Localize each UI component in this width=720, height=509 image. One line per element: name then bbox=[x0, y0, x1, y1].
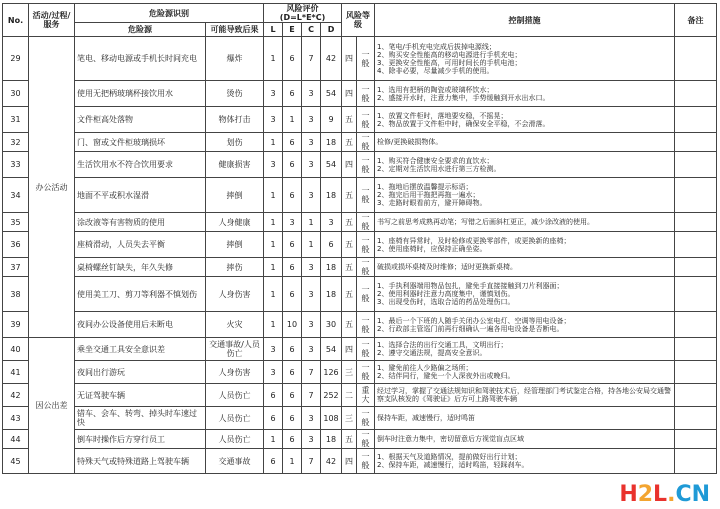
consequence-cell: 划伤 bbox=[206, 133, 264, 152]
table-row bbox=[3, 277, 717, 312]
hazard-cell: 地面不平或积水湿滑 bbox=[75, 178, 206, 213]
hazard-cell: 错车、会车、转弯、掉头时车速过快 bbox=[75, 407, 206, 430]
c-cell: 3 bbox=[302, 152, 321, 178]
d-cell: 54 bbox=[321, 152, 342, 178]
remark-cell bbox=[675, 361, 717, 384]
l-cell: 3 bbox=[264, 107, 283, 133]
row-number: 30 bbox=[3, 81, 29, 107]
c-cell: 3 bbox=[302, 258, 321, 277]
l-cell: 1 bbox=[264, 232, 283, 258]
level-cell: 一般 bbox=[357, 407, 375, 430]
consequence-cell: 人员伤亡 bbox=[206, 430, 264, 449]
hazard-cell: 门、窗或文件柜玻璃损坏 bbox=[75, 133, 206, 152]
level-cell: 一般 bbox=[357, 430, 375, 449]
level-cell: 一般 bbox=[357, 152, 375, 178]
e-cell: 1 bbox=[283, 449, 302, 474]
e-cell: 6 bbox=[283, 178, 302, 213]
hazard-cell: 座椅滑动，人员失去平衡 bbox=[75, 232, 206, 258]
e-cell: 1 bbox=[283, 107, 302, 133]
l-cell: 6 bbox=[264, 384, 283, 407]
level-cell: 一般 bbox=[357, 178, 375, 213]
header-control: 控制措施 bbox=[375, 4, 675, 37]
c-cell: 3 bbox=[302, 407, 321, 430]
remark-cell bbox=[675, 107, 717, 133]
row-number: 34 bbox=[3, 178, 29, 213]
remark-cell bbox=[675, 213, 717, 232]
d-cell: 42 bbox=[321, 37, 342, 81]
l-cell: 1 bbox=[264, 133, 283, 152]
e-cell: 6 bbox=[283, 37, 302, 81]
control-cell: 保持车距，减速慢行，适时鸣笛 bbox=[375, 407, 675, 430]
row-number: 45 bbox=[3, 449, 29, 474]
c-cell: 7 bbox=[302, 37, 321, 81]
hazard-cell: 无证驾驶车辆 bbox=[75, 384, 206, 407]
table-row bbox=[3, 361, 717, 384]
level-number-cell: 二 bbox=[342, 384, 357, 407]
e-cell: 6 bbox=[283, 407, 302, 430]
d-cell: 54 bbox=[321, 81, 342, 107]
consequence-cell: 健康损害 bbox=[206, 152, 264, 178]
level-cell: 一般 bbox=[357, 338, 375, 361]
table-row bbox=[3, 213, 717, 232]
l-cell: 1 bbox=[264, 37, 283, 81]
row-number: 35 bbox=[3, 213, 29, 232]
c-cell: 3 bbox=[302, 81, 321, 107]
watermark-logo: H2L.CN bbox=[619, 482, 710, 507]
c-cell: 1 bbox=[302, 232, 321, 258]
e-cell: 6 bbox=[283, 277, 302, 312]
header-risk-eval: 风险评价(D=L*E*C) bbox=[264, 4, 342, 23]
hazard-cell: 特殊天气或特殊道路上驾驶车辆 bbox=[75, 449, 206, 474]
table-row bbox=[3, 152, 717, 178]
remark-cell bbox=[675, 258, 717, 277]
table-row bbox=[3, 81, 717, 107]
d-cell: 18 bbox=[321, 133, 342, 152]
d-cell: 18 bbox=[321, 258, 342, 277]
e-cell: 10 bbox=[283, 312, 302, 338]
hazard-cell: 使用无把柄玻璃杯接饮用水 bbox=[75, 81, 206, 107]
table-body bbox=[3, 37, 717, 474]
control-cell: 1、拖地后摆放温馨提示标语； 2、拖完后用干拖把再拖一遍水； 3、走路时眼看前方，避开障碍物。 bbox=[375, 178, 675, 213]
level-number-cell: 四 bbox=[342, 81, 357, 107]
row-number: 37 bbox=[3, 258, 29, 277]
d-cell: 252 bbox=[321, 384, 342, 407]
d-cell: 6 bbox=[321, 232, 342, 258]
e-cell: 6 bbox=[283, 361, 302, 384]
level-cell: 一般 bbox=[357, 81, 375, 107]
level-cell: 一般 bbox=[357, 449, 375, 474]
e-cell: 6 bbox=[283, 81, 302, 107]
table-row bbox=[3, 178, 717, 213]
remark-cell bbox=[675, 133, 717, 152]
remark-cell bbox=[675, 430, 717, 449]
hazard-cell: 涂改液等有害物质的使用 bbox=[75, 213, 206, 232]
hazard-cell: 倒车时操作后方穿行员工 bbox=[75, 430, 206, 449]
e-cell: 6 bbox=[283, 384, 302, 407]
control-cell: 1、避免前往人少路偏之场所； 2、结伴同行，避免一个人深夜外出或晚归。 bbox=[375, 361, 675, 384]
level-number-cell: 五 bbox=[342, 258, 357, 277]
c-cell: 7 bbox=[302, 449, 321, 474]
l-cell: 3 bbox=[264, 152, 283, 178]
consequence-cell: 爆炸 bbox=[206, 37, 264, 81]
row-number: 32 bbox=[3, 133, 29, 152]
consequence-cell: 交通事故/人员伤亡 bbox=[206, 338, 264, 361]
l-cell: 3 bbox=[264, 338, 283, 361]
consequence-cell: 物体打击 bbox=[206, 107, 264, 133]
c-cell: 3 bbox=[302, 338, 321, 361]
level-cell: 一般 bbox=[357, 277, 375, 312]
header-no: No. bbox=[3, 4, 29, 37]
header-d: D bbox=[321, 23, 342, 37]
table-row bbox=[3, 232, 717, 258]
level-cell: 一般 bbox=[357, 107, 375, 133]
l-cell: 6 bbox=[264, 449, 283, 474]
table-row bbox=[3, 133, 717, 152]
e-cell: 3 bbox=[283, 213, 302, 232]
table-row bbox=[3, 258, 717, 277]
level-cell: 一般 bbox=[357, 258, 375, 277]
table-row bbox=[3, 107, 717, 133]
remark-cell bbox=[675, 277, 717, 312]
consequence-cell: 摔倒 bbox=[206, 232, 264, 258]
e-cell: 6 bbox=[283, 133, 302, 152]
consequence-cell: 烫伤 bbox=[206, 81, 264, 107]
row-number: 36 bbox=[3, 232, 29, 258]
c-cell: 3 bbox=[302, 133, 321, 152]
consequence-cell: 摔伤 bbox=[206, 258, 264, 277]
hazard-cell: 夜间出行游玩 bbox=[75, 361, 206, 384]
header-level: 风险等级 bbox=[342, 4, 375, 37]
d-cell: 18 bbox=[321, 178, 342, 213]
c-cell: 3 bbox=[302, 312, 321, 338]
d-cell: 54 bbox=[321, 338, 342, 361]
l-cell: 3 bbox=[264, 81, 283, 107]
e-cell: 6 bbox=[283, 152, 302, 178]
header-hazard-id: 危险源识别 bbox=[75, 4, 264, 23]
risk-table bbox=[2, 3, 717, 474]
level-number-cell: 五 bbox=[342, 232, 357, 258]
row-number: 44 bbox=[3, 430, 29, 449]
control-cell: 1、选用有把柄的陶瓷或玻璃杯饮水； 2、盛接开水时，注意力集中，手势缓触到开水出水口。 bbox=[375, 81, 675, 107]
remark-cell bbox=[675, 407, 717, 430]
l-cell: 1 bbox=[264, 430, 283, 449]
level-cell: 一般 bbox=[357, 361, 375, 384]
hazard-cell: 生活饮用水不符合饮用要求 bbox=[75, 152, 206, 178]
control-cell: 1、手执利器端用物品包扎，避免手直接接触到刀片利器面； 2、使用利器时注意力高度集中，谨慎划伤。 3、出现受伤时，选取合适的药品处理伤口。 bbox=[375, 277, 675, 312]
level-number-cell: 五 bbox=[342, 312, 357, 338]
e-cell: 6 bbox=[283, 258, 302, 277]
remark-cell bbox=[675, 384, 717, 407]
control-cell: 检修/更换破损物体。 bbox=[375, 133, 675, 152]
remark-cell bbox=[675, 449, 717, 474]
level-number-cell: 五 bbox=[342, 133, 357, 152]
level-cell: 一般 bbox=[357, 232, 375, 258]
table-row bbox=[3, 449, 717, 474]
level-number-cell: 三 bbox=[342, 361, 357, 384]
level-cell: 一般 bbox=[357, 133, 375, 152]
d-cell: 30 bbox=[321, 312, 342, 338]
level-number-cell: 四 bbox=[342, 37, 357, 81]
header-hazard: 危险源 bbox=[75, 23, 206, 37]
row-number: 43 bbox=[3, 407, 29, 430]
row-number: 38 bbox=[3, 277, 29, 312]
row-number: 41 bbox=[3, 361, 29, 384]
consequence-cell: 人身健康 bbox=[206, 213, 264, 232]
e-cell: 6 bbox=[283, 232, 302, 258]
header-activity: 活动/过程/服务 bbox=[29, 4, 75, 37]
row-number: 33 bbox=[3, 152, 29, 178]
d-cell: 126 bbox=[321, 361, 342, 384]
level-number-cell: 四 bbox=[342, 152, 357, 178]
e-cell: 6 bbox=[283, 338, 302, 361]
row-number: 42 bbox=[3, 384, 29, 407]
remark-cell bbox=[675, 178, 717, 213]
hazard-cell: 夜间办公设备使用后未断电 bbox=[75, 312, 206, 338]
d-cell: 108 bbox=[321, 407, 342, 430]
level-cell: 一般 bbox=[357, 213, 375, 232]
level-number-cell: 五 bbox=[342, 430, 357, 449]
table-row bbox=[3, 312, 717, 338]
level-number-cell: 五 bbox=[342, 277, 357, 312]
control-cell: 1、购买符合健康安全要求的直饮水； 2、定期对生活饮用水进行第三方检测。 bbox=[375, 152, 675, 178]
table-row bbox=[3, 430, 717, 449]
consequence-cell: 摔倒 bbox=[206, 178, 264, 213]
remark-cell bbox=[675, 152, 717, 178]
hazard-cell: 文件柜高处落物 bbox=[75, 107, 206, 133]
c-cell: 7 bbox=[302, 361, 321, 384]
row-number: 40 bbox=[3, 338, 29, 361]
row-number: 29 bbox=[3, 37, 29, 81]
control-cell: 1、放置文件柜时，落地要安稳，不摇晃； 2、物品放置于文件柜中时，确保安全平稳，不会滑落。 bbox=[375, 107, 675, 133]
consequence-cell: 人员伤亡 bbox=[206, 384, 264, 407]
remark-cell bbox=[675, 312, 717, 338]
control-cell: 1、选择合法的出行交通工具，文明出行； 2、遵守交通法规，提高安全意识。 bbox=[375, 338, 675, 361]
table-row bbox=[3, 407, 717, 430]
c-cell: 3 bbox=[302, 277, 321, 312]
control-cell: 1、笔电/手机充电完成后拔掉电源线； 2、购买安全性能高的移动电源进行手机充电； 3、更换安全性能高，可用时间长的手机电池； 4、除非必要，尽量减少手机的使用。 bbox=[375, 37, 675, 81]
remark-cell bbox=[675, 37, 717, 81]
level-cell: 重大 bbox=[357, 384, 375, 407]
level-number-cell: 四 bbox=[342, 338, 357, 361]
header-remark: 备注 bbox=[675, 4, 717, 37]
level-number-cell: 五 bbox=[342, 213, 357, 232]
level-cell: 一般 bbox=[357, 312, 375, 338]
d-cell: 18 bbox=[321, 430, 342, 449]
d-cell: 18 bbox=[321, 277, 342, 312]
l-cell: 1 bbox=[264, 277, 283, 312]
consequence-cell: 火灾 bbox=[206, 312, 264, 338]
header-consequence: 可能导致后果 bbox=[206, 23, 264, 37]
table-row bbox=[3, 37, 717, 81]
remark-cell bbox=[675, 338, 717, 361]
control-cell: 书写之前思考成熟再动笔；写错之后画斜杠更正，减少涂改液的使用。 bbox=[375, 213, 675, 232]
activity-travel: 因公出差 bbox=[29, 338, 75, 474]
hazard-cell: 笔电、移动电源或手机长时间充电 bbox=[75, 37, 206, 81]
remark-cell bbox=[675, 81, 717, 107]
remark-cell bbox=[675, 232, 717, 258]
c-cell: 7 bbox=[302, 384, 321, 407]
control-cell: 经过学习，掌握了交通法规知识和驾驶技术后，经管理部门考试鉴定合格，持各地公安局交通警察支队核发的《驾驶证》后方可上路驾驶车辆 bbox=[375, 384, 675, 407]
table-row bbox=[3, 384, 717, 407]
c-cell: 1 bbox=[302, 213, 321, 232]
control-cell: 1、根据天气及道路情况，提前做好出行计划； 2、保持车距，减速慢行，适时鸣笛，轻踩刹车。 bbox=[375, 449, 675, 474]
table-row bbox=[3, 338, 717, 361]
header-e: E bbox=[283, 23, 302, 37]
e-cell: 6 bbox=[283, 430, 302, 449]
level-number-cell: 五 bbox=[342, 107, 357, 133]
activity-office: 办公活动 bbox=[29, 37, 75, 338]
hazard-cell: 使用美工刀、剪刀等利器不慎划伤 bbox=[75, 277, 206, 312]
level-number-cell: 五 bbox=[342, 178, 357, 213]
control-cell: 倒车时注意力集中，密切留意后方视觉盲点区域 bbox=[375, 430, 675, 449]
l-cell: 6 bbox=[264, 407, 283, 430]
l-cell: 1 bbox=[264, 178, 283, 213]
d-cell: 9 bbox=[321, 107, 342, 133]
hazard-cell: 乘坐交通工具安全意识差 bbox=[75, 338, 206, 361]
consequence-cell: 交通事故 bbox=[206, 449, 264, 474]
consequence-cell: 人身伤害 bbox=[206, 361, 264, 384]
row-number: 31 bbox=[3, 107, 29, 133]
level-number-cell: 三 bbox=[342, 407, 357, 430]
consequence-cell: 人身伤害 bbox=[206, 277, 264, 312]
c-cell: 3 bbox=[302, 107, 321, 133]
level-cell: 一般 bbox=[357, 37, 375, 81]
control-cell: 1、座椅有异常时，及时检修或更换零部件，或更换新的座椅； 2、使用座椅时，应保持正确坐姿。 bbox=[375, 232, 675, 258]
d-cell: 3 bbox=[321, 213, 342, 232]
control-cell: 1、最后一个下班的人随手关闭办公室电灯、空调等用电设备； 2、行政部主管巡门前再行细确认一遍各用电设备是否断电。 bbox=[375, 312, 675, 338]
hazard-cell: 桌椅螺丝钉缺失，年久失修 bbox=[75, 258, 206, 277]
level-number-cell: 四 bbox=[342, 449, 357, 474]
d-cell: 42 bbox=[321, 449, 342, 474]
control-cell: 破损或损坏桌椅及时维修；适时更换新桌椅。 bbox=[375, 258, 675, 277]
row-number: 39 bbox=[3, 312, 29, 338]
l-cell: 1 bbox=[264, 312, 283, 338]
l-cell: 3 bbox=[264, 361, 283, 384]
c-cell: 3 bbox=[302, 178, 321, 213]
l-cell: 1 bbox=[264, 258, 283, 277]
l-cell: 1 bbox=[264, 213, 283, 232]
header-l: L bbox=[264, 23, 283, 37]
header-c: C bbox=[302, 23, 321, 37]
consequence-cell: 人员伤亡 bbox=[206, 407, 264, 430]
c-cell: 3 bbox=[302, 430, 321, 449]
